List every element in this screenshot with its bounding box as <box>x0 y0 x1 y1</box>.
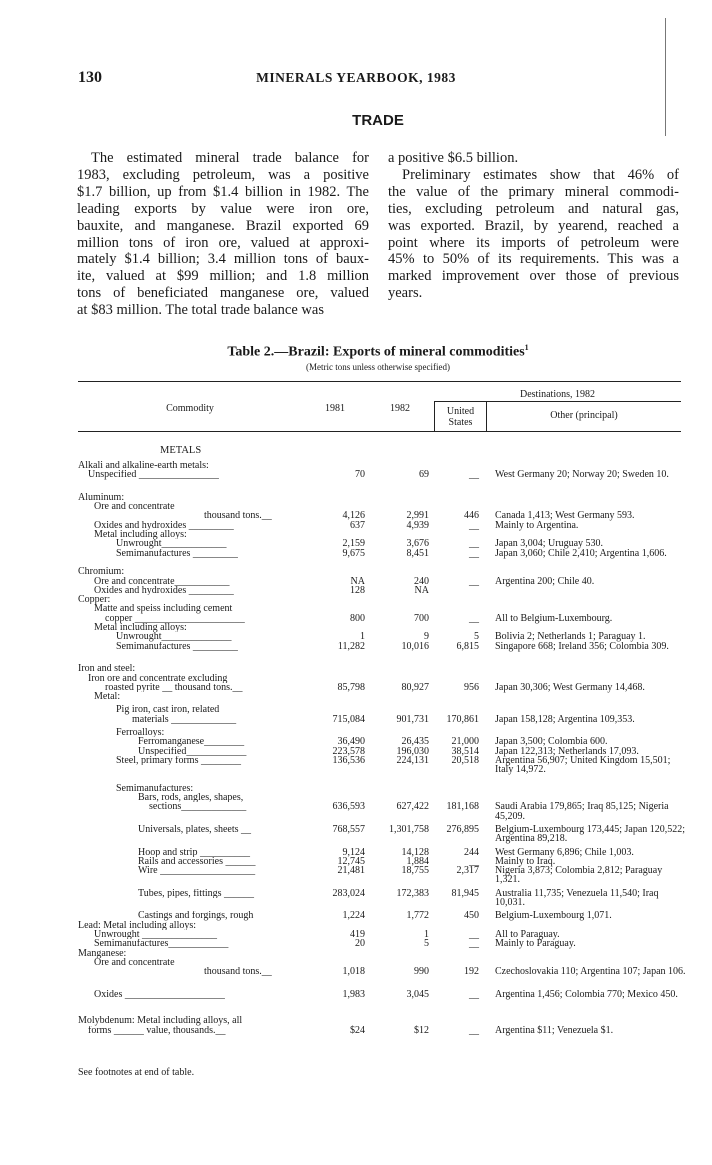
body-line: at $83 million. The total trade balance was <box>77 302 324 319</box>
commodity-cell: Unspecified____________ <box>138 746 247 756</box>
value-1981: 636,593 <box>332 801 365 813</box>
other-destinations: Singapore 668; Ireland 356; Colombia 309. <box>495 640 669 652</box>
running-title: MINERALS YEARBOOK, 1983 <box>256 70 456 85</box>
table-row <box>78 683 688 692</box>
table-title-text: Table 2.—Brazil: Exports of mineral commodities <box>227 344 525 360</box>
value-united-states: __ <box>469 612 479 624</box>
value-united-states: 38,514 <box>451 745 479 757</box>
other-destinations: Mainly to Argentina. <box>495 519 579 531</box>
body-line: 1983, excluding petroleum, was a positive <box>77 166 369 183</box>
value-united-states: 450 <box>464 910 479 922</box>
table-row <box>78 715 688 724</box>
other-destinations: West Germany 20; Norway 20; Sweden 10. <box>495 469 669 481</box>
table-row <box>78 724 688 737</box>
table-row <box>78 642 688 661</box>
commodity-cell: Manganese: <box>78 948 127 958</box>
body-line: marked improvement over those of previous <box>388 268 679 285</box>
value-united-states: __ <box>469 988 479 1000</box>
commodity-cell: roasted pyrite __ thousand tons.__ <box>105 682 243 693</box>
other-destinations: Bolivia 2; Netherlands 1; Paraguay 1. <box>495 631 646 643</box>
commodity-cell: Unwrought_____________ <box>116 539 227 549</box>
value-1981: 4,126 <box>342 510 365 522</box>
value-1981: 11,282 <box>337 640 365 652</box>
commodity-cell: thousand tons.__ <box>204 967 272 977</box>
body-line: bauxite, and manganese. Brazil exported 69 <box>77 217 369 234</box>
value-united-states: 21,000 <box>451 736 479 748</box>
other-destinations: Saudi Arabia 179,865; Iraq 85,125; Nigeria 45,209. <box>495 801 669 822</box>
body-line: $1.7 billion, up from $1.4 billion in 1982. The <box>77 183 369 200</box>
value-1982: 80,927 <box>401 681 429 693</box>
table-row <box>78 521 688 530</box>
body-column-left <box>77 150 369 319</box>
value-1982: 196,030 <box>396 745 429 757</box>
value-1981: NA <box>350 575 365 587</box>
value-1982: 224,131 <box>396 754 429 766</box>
commodity-cell: Unspecified ________________ <box>88 470 219 480</box>
us-header-line1: United <box>446 406 475 417</box>
col-header-united-states <box>435 406 486 428</box>
commodity-cell: Molybdenum: Metal including alloys, all <box>78 1016 243 1026</box>
commodity-cell: Ore and concentrate <box>94 957 175 968</box>
commodity-cell: Matte and speiss including cement <box>94 604 233 614</box>
table-row <box>78 1008 688 1025</box>
commodity-cell: Alkali and alkaline-earth metals: <box>78 461 209 471</box>
table-row <box>78 939 688 948</box>
value-united-states: __ <box>469 469 479 481</box>
value-1981: 70 <box>355 469 365 481</box>
table-top-rule <box>78 381 681 382</box>
value-united-states: 6,815 <box>456 640 479 652</box>
footnote-reference: See footnotes at end of table. <box>78 1067 195 1078</box>
commodity-cell: Semimanufactures: <box>116 783 194 793</box>
table-row <box>78 577 688 586</box>
table-row <box>78 885 688 908</box>
table-row <box>78 921 688 930</box>
value-united-states: __ <box>469 928 479 940</box>
commodity-cell: Ore and concentrate <box>94 502 175 512</box>
value-1982: 10,016 <box>401 640 429 652</box>
commodity-cell: Steel, primary forms ________ <box>116 755 241 766</box>
body-line: mately $1.4 billion; 3.4 million tons of baux- <box>77 251 369 268</box>
value-1981: 223,578 <box>332 745 365 757</box>
table-subtitle: (Metric tons unless otherwise specified) <box>306 362 450 372</box>
col-header-1981: 1981 <box>325 403 345 414</box>
table-row <box>78 549 688 568</box>
destinations-rule <box>434 401 681 402</box>
value-1981: 419 <box>350 928 365 940</box>
value-1982: 1,884 <box>406 855 429 867</box>
value-united-states: __ <box>469 538 479 550</box>
commodity-cell: Oxides and hydroxides _________ <box>94 520 234 530</box>
commodity-cell: Semimanufactures____________ <box>94 939 229 949</box>
table-row <box>78 844 688 857</box>
commodity-cell: sections_____________ <box>149 802 247 812</box>
value-1981: 1,983 <box>342 988 365 1000</box>
table-title-footnote: 1 <box>524 343 529 352</box>
commodity-cell: Metal including alloys: <box>94 530 187 540</box>
commodity-cell: Unwrought______________ <box>116 632 232 642</box>
value-1982: 8,451 <box>406 547 429 559</box>
other-destinations: Japan 30,306; West Germany 14,468. <box>495 681 645 693</box>
body-column-right <box>388 150 679 302</box>
commodity-cell: Hoop and strip __________ <box>138 847 250 857</box>
other-destinations: Mainly to Iraq. <box>495 855 556 867</box>
commodity-cell: Ore and concentrate___________ <box>94 576 230 586</box>
table-row <box>78 586 688 595</box>
value-united-states: 244 <box>464 846 479 858</box>
table-row <box>78 821 688 844</box>
commodity-cell: Unwrought _______________ <box>94 929 218 940</box>
other-destinations: Japan 3,060; Chile 2,410; Argentina 1,606. <box>495 547 667 559</box>
table-row <box>78 802 688 821</box>
value-1982: 990 <box>414 966 429 978</box>
value-1982: 9 <box>424 631 429 643</box>
body-line: million tons of iron ore, valued at approxi- <box>77 234 369 251</box>
commodity-cell: Castings and forgings, rough <box>138 911 254 921</box>
body-line: ties, excluding petroleum and natural gas, <box>388 200 679 217</box>
other-destinations: Japan 158,128; Argentina 109,353. <box>495 713 635 725</box>
commodity-cell: thousand tons.__ <box>204 511 272 521</box>
table-row <box>78 701 688 714</box>
value-1982: 4,939 <box>406 519 429 531</box>
other-destinations: West Germany 6,896; Chile 1,003. <box>495 846 634 858</box>
commodity-cell: Rails and accessories ______ <box>138 856 256 867</box>
other-destinations: Nigeria 3,873; Colombia 2,812; Paraguay 1,321. <box>495 865 663 886</box>
table-row <box>78 614 688 623</box>
other-destinations: Canada 1,413; West Germany 593. <box>495 510 635 522</box>
section-label-metals: METALS <box>160 445 202 456</box>
value-1981: 20 <box>355 938 365 950</box>
value-1981: 715,084 <box>332 713 365 725</box>
commodity-cell: Oxides and hydroxides _________ <box>94 585 234 596</box>
value-1982: NA <box>414 584 429 596</box>
other-destinations: Australia 11,735; Venezuela 11,540; Iraq 10,031. <box>495 887 659 908</box>
commodity-cell: Bars, rods, angles, shapes, <box>138 793 244 803</box>
value-1982: 901,731 <box>396 713 429 725</box>
other-destinations: All to Belgium-Luxembourg. <box>495 612 613 624</box>
value-1981: 2,159 <box>342 538 365 550</box>
value-1981: 637 <box>350 519 365 531</box>
commodity-cell: Semimanufactures _________ <box>116 641 238 651</box>
table-row <box>78 907 688 920</box>
value-united-states: 20,518 <box>451 754 479 766</box>
value-1981: 85,798 <box>337 681 365 693</box>
commodity-cell: Ferromanganese________ <box>138 737 245 747</box>
us-header-line2: States <box>448 417 473 428</box>
value-1982: 26,435 <box>401 736 429 748</box>
value-1981: 1 <box>360 631 365 643</box>
table-header-rule <box>78 431 681 432</box>
value-united-states: __ <box>469 938 479 950</box>
other-destinations: Japan 3,500; Colombia 600. <box>495 736 608 748</box>
value-1982: 240 <box>414 575 429 587</box>
value-united-states: 170,861 <box>446 713 479 725</box>
value-1982: 3,676 <box>406 538 429 550</box>
commodity-cell: forms ______ value, thousands.__ <box>88 1025 226 1035</box>
col-header-1982: 1982 <box>390 403 410 414</box>
value-1981: 283,024 <box>332 887 365 899</box>
value-united-states: __ <box>469 575 479 587</box>
table-row <box>78 949 688 958</box>
value-1982: 3,045 <box>406 988 429 1000</box>
body-line: The estimated mineral trade balance for <box>91 150 369 166</box>
commodity-cell: Chromium: <box>78 567 125 577</box>
value-1982: 69 <box>419 469 429 481</box>
col-header-commodity: Commodity <box>166 403 214 414</box>
body-line: tons of beneficiated manganese ore, valued <box>77 285 369 302</box>
table-row <box>78 756 688 784</box>
table-row <box>78 1026 688 1035</box>
commodity-cell: Universals, plates, sheets __ <box>138 824 252 835</box>
value-1982: 14,128 <box>401 846 429 858</box>
value-1982: $12 <box>414 1024 429 1036</box>
value-1981: $24 <box>350 1024 365 1036</box>
body-line: ite, valued at $99 million; and 1.8 million <box>77 268 369 285</box>
value-1981: 128 <box>350 584 365 596</box>
other-destinations: Czechoslovakia 110; Argentina 107; Japan 106. <box>495 966 686 978</box>
commodity-cell: copper ______________________ <box>105 613 245 623</box>
commodity-cell: Oxides ____________________ <box>94 989 225 999</box>
commodity-cell: Iron and steel: <box>78 664 136 674</box>
body-line: point where its imports of petroleum were <box>388 234 679 251</box>
other-destinations: Belgium-Luxembourg 1,071. <box>495 910 612 922</box>
table-row <box>78 967 688 986</box>
section-title: TRADE <box>352 112 404 129</box>
body-line: was exported. Brazil, by yearend, reached a <box>388 217 679 234</box>
table-row <box>78 784 688 793</box>
value-1981: 9,124 <box>342 846 365 858</box>
other-destinations: Argentina $11; Venezuela $1. <box>495 1024 614 1036</box>
body-line: 45% to 50% of its requirements. This was a <box>388 251 679 268</box>
body-line: leading exports by value were iron ore, <box>77 200 369 217</box>
other-destinations: Japan 122,313; Netherlands 17,093. <box>495 745 639 757</box>
other-destinations: Argentina 200; Chile 40. <box>495 575 595 587</box>
other-destinations: Japan 3,004; Uruguay 530. <box>495 538 604 550</box>
value-united-states: 192 <box>464 966 479 978</box>
page-number: 130 <box>78 69 102 86</box>
table-row <box>78 986 688 1009</box>
col-header-other: Other (principal) <box>550 410 618 421</box>
commodity-cell: materials _____________ <box>132 714 237 724</box>
value-1981: 768,557 <box>332 823 365 835</box>
other-destinations: All to Paraguay. <box>495 928 560 940</box>
table-row <box>78 470 688 489</box>
value-1982: 700 <box>414 612 429 624</box>
other-destinations: Argentina 1,456; Colombia 770; Mexico 450. <box>495 988 678 1000</box>
value-united-states: 446 <box>464 510 479 522</box>
table-row <box>78 930 688 939</box>
value-united-states: 2,317 <box>456 865 479 877</box>
value-united-states: __ <box>469 547 479 559</box>
body-line: years. <box>388 285 423 302</box>
col-header-destinations: Destinations, 1982 <box>520 389 595 400</box>
table-row <box>78 511 688 520</box>
table-body <box>78 461 688 1035</box>
table-row <box>78 660 688 673</box>
table-title <box>0 343 712 361</box>
value-united-states: 81,945 <box>451 887 479 899</box>
other-destinations: Belgium-Luxembourg 173,445; Japan 120,522; Argentina 89,218. <box>495 823 686 845</box>
other-destinations: Mainly to Paraguay. <box>495 938 576 950</box>
commodity-cell: Aluminum: <box>78 492 125 503</box>
body-line: Preliminary estimates show that 46% of <box>402 166 679 183</box>
value-1982: 172,383 <box>396 887 429 899</box>
value-1981: 1,018 <box>342 966 365 978</box>
commodity-cell: Iron ore and concentrate excluding <box>88 673 228 683</box>
value-united-states: 956 <box>464 681 479 693</box>
value-united-states: 5 <box>474 631 479 643</box>
value-1981: 12,745 <box>337 855 365 867</box>
value-1982: 1 <box>424 928 429 940</box>
commodity-cell: Metal including alloys: <box>94 623 187 633</box>
table-row <box>78 866 688 885</box>
table-row <box>78 567 688 576</box>
value-united-states: __ <box>469 519 479 531</box>
value-united-states: 181,168 <box>446 801 479 813</box>
commodity-cell: Copper: <box>78 595 111 605</box>
value-1981: 800 <box>350 612 365 624</box>
commodity-cell: Metal: <box>94 692 121 702</box>
value-1982: 5 <box>424 938 429 950</box>
value-1981: 21,481 <box>337 865 365 877</box>
value-1981: 1,224 <box>342 910 365 922</box>
commodity-cell: Tubes, pipes, fittings ______ <box>138 888 255 898</box>
commodity-cell: Ferroalloys: <box>116 728 165 738</box>
value-united-states: 276,895 <box>446 823 479 835</box>
commodity-cell: Pig iron, cast iron, related <box>116 705 220 715</box>
table-row <box>78 595 688 604</box>
commodity-cell: Semimanufactures _________ <box>116 548 238 558</box>
value-1982: 627,422 <box>396 801 429 813</box>
value-1982: 1,772 <box>406 910 429 922</box>
value-1982: 2,991 <box>406 510 429 522</box>
value-1981: 136,536 <box>332 754 365 766</box>
value-1982: 18,755 <box>401 865 429 877</box>
table-row <box>78 692 688 701</box>
body-line: a positive $6.5 billion. <box>388 150 519 166</box>
value-1982: 1,301,758 <box>389 823 429 835</box>
value-united-states: __ <box>469 855 479 867</box>
value-united-states: __ <box>469 1024 479 1036</box>
value-1981: 9,675 <box>342 547 365 559</box>
other-destinations: Argentina 56,907; United Kingdom 15,501; Italy 14,972. <box>495 754 671 776</box>
value-1981: 36,490 <box>337 736 365 748</box>
commodity-cell: Lead: Metal including alloys: <box>78 920 197 930</box>
commodity-cell: Wire ___________________ <box>138 866 256 876</box>
table-row <box>78 489 688 502</box>
body-line: the value of the primary mineral commodi- <box>388 183 679 200</box>
